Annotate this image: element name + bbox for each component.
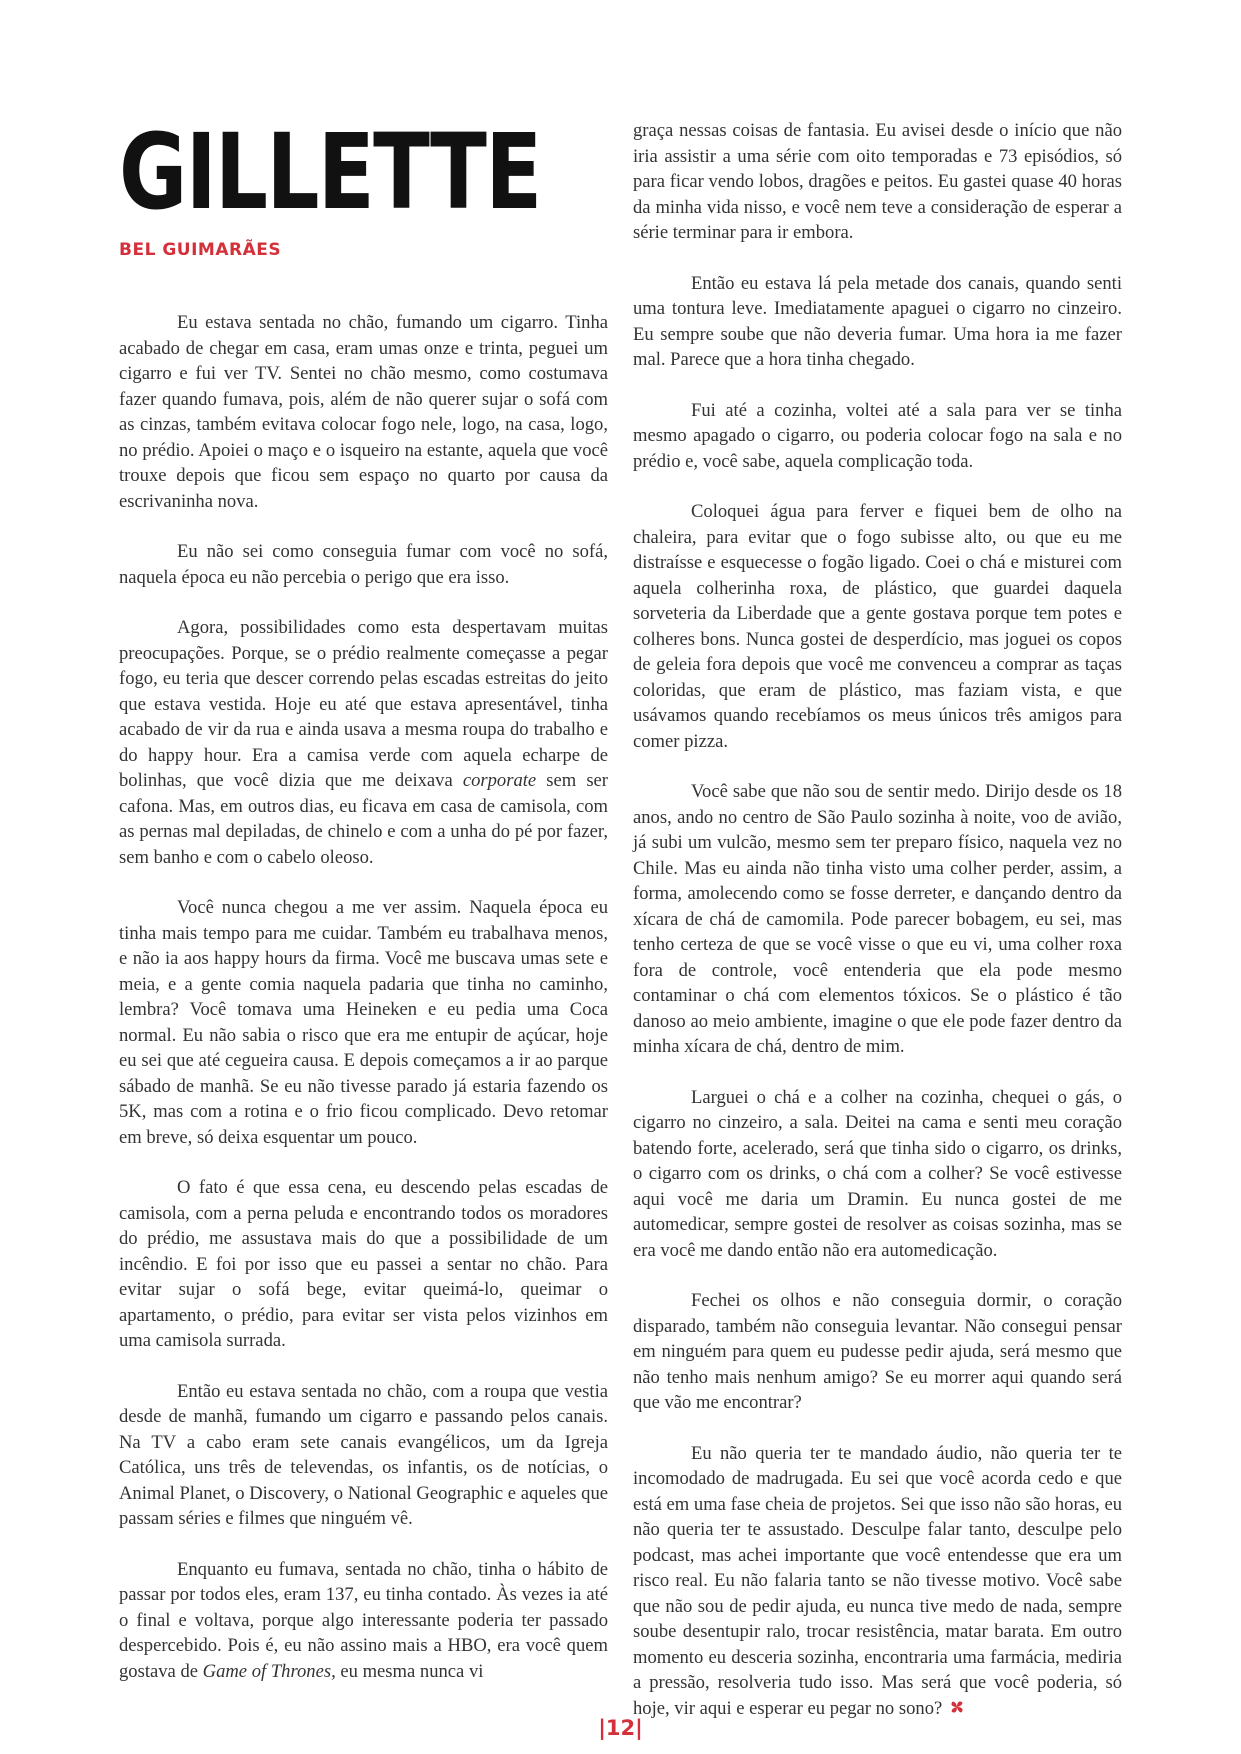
article-title: GILLETTE [119, 111, 541, 233]
paragraph: Eu não sei como conseguia fumar com você no sofá, naquela época eu não percebia o perigo que era isso. [119, 541, 608, 588]
page-number: |12| [598, 1716, 643, 1740]
text-span: Eu não queria ter te mandado áudio, não queria ter te incomodado de madrugada. Eu sei que você acorda cedo e que está em uma fase cheia de projetos. Sei que isso não são horas, eu não queria ter te assustado. Desculpe falar tanto, desculpe pelo podcast, mas achei importante que você entendesse que era um risco real. Eu não falaria tanto se não tivesse motivo. Você sabe que não sou de pedir ajuda, eu nunca tive medo de nada, sempre soube desentupir ralo, trocar resistência, matar barata. Em outro momento eu desceria sozinha, encontraria uma farmácia, mediria a pressão, resolveria tudo isso. Mas será que você poderia, só hoje, vir aqui e esperar eu pegar no sono? [633, 1442, 1122, 1719]
paragraph: O fato é que essa cena, eu descendo pelas escadas de camisola, com a perna peluda e encontrando todos os moradores do prédio, me assustava mais do que a possibilidade de um incêndio. E foi por isso que eu passei a sentar no chão. Para evitar sujar o sofá bege, evitar queimá-lo, queimar o apartamento, o prédio, para evitar ser vista pelos vizinhos em uma camisola surrada. [119, 1177, 608, 1351]
pinwheel-end-mark-icon [946, 1696, 968, 1718]
text-column-right [633, 118, 1122, 1746]
paragraph: Fechei os olhos e não conseguia dormir, o coração disparado, também não conseguia levantar. Não consegui pensar em ninguém para quem eu pudesse pedir ajuda, será mesmo que não tenho mais nenhum amigo? Se eu morrer aqui quando será que vão me encontrar? [633, 1290, 1122, 1413]
paragraph [119, 1557, 608, 1685]
author-name: BEL GUIMARÃES [119, 240, 282, 260]
paragraph: Fui até a cozinha, voltei até a sala para ver se tinha mesmo apagado o cigarro, ou poderia colocar fogo na sala e no prédio e, você sabe, aquela complicação toda. [633, 399, 1122, 472]
paragraph: Então eu estava sentada no chão, com a roupa que vestia desde de manhã, fumando um cigarro e passando pelos canais. Na TV a cabo eram sete canais evangélicos, um da Igreja Católica, uns três de televendas, os infantis, os de notícias, o Animal Planet, o Discovery, o National Geographic e aqueles que passam séries e filmes que ninguém vê. [119, 1380, 608, 1529]
paragraph: Você sabe que não sou de sentir medo. Dirijo desde os 18 anos, ando no centro de São Paulo sozinha à noite, voo de avião, já subi um vulcão, mesmo sem ter preparo físico, naquela vez no Chile. Mas eu ainda não tinha visto uma colher perder, assim, a forma, amolecendo como se fosse derreter, e dançando dentro da xícara de chá de camomila. Pode parecer bobagem, eu sei, mas tenho certeza de que se você visse o que eu vi, uma colher roxa fora de controle, você entenderia que ela pode mesmo contaminar o chá com elementos tóxicos. Se o plástico é tão danoso ao meio ambiente, imagine o que ele pode fazer dentro da minha xícara de chá, dentro de mim. [633, 781, 1122, 1057]
italic-title: Game of Thrones, [202, 1660, 336, 1682]
paragraph: Larguei o chá e a colher na cozinha, chequei o gás, o cigarro no cinzeiro, a sala. Deitei na cama e senti meu coração batendo forte, acelerado, será que tinha sido o cigarro, os drinks, o cigarro com os drinks, o chá com a colher? Se você estivesse aqui você me daria um Dramin. Eu nunca gostei de me automedicar, sempre gostei de resolver as coisas sozinha, mas se era você me dando então não era automedicação. [633, 1086, 1122, 1261]
paragraph: Eu estava sentada no chão, fumando um cigarro. Tinha acabado de chegar em casa, eram umas onze e trinta, peguei um cigarro e fui ver TV. Sentei no chão mesmo, como costumava fazer quando fumava, pois, além de não querer sujar o sofá com as cinzas, também evitava colocar fogo nele, logo, na casa, logo, no prédio. Apoiei o maço e o isqueiro na estante, aquela que você trouxe depois que ficou sem espaço no quarto por causa da escrivaninha nova. [119, 312, 608, 512]
text-column-left [119, 310, 608, 1709]
italic-term: corporate [462, 770, 537, 791]
paragraph [119, 615, 608, 870]
paragraph: Coloquei água para ferver e fiquei bem de olho na chaleira, para evitar que o fogo subisse alto, ou que eu me distraísse e esquecesse o fogão ligado. Coei o chá e misturei com aquela colherinha roxa, de plástico, que guardei daquela sorveteria da Liberdade que a gente gostava porque tem potes e colheres bons. Nunca gostei de desperdício, mas joguei os copos de geleia fora depois que você me convenceu a comprar as taças coloridas, que eram de plástico, mas faziam vista, e que usávamos quando recebíamos os meus únicos três amigos para comer pizza. [633, 501, 1122, 752]
paragraph: Então eu estava lá pela metade dos canais, quando senti uma tontura leve. Imediatamente apaguei o cigarro no cinzeiro. Eu sempre soube que não deveria fumar. Uma hora ia me fazer mal. Parece que a hora tinha chegado. [633, 272, 1122, 370]
text-span: eu mesma nunca vi [335, 1660, 484, 1682]
paragraph-continued: graça nessas coisas de fantasia. Eu avisei desde o início que não iria assistir a uma série com oito temporadas e 73 episódios, só para ficar vendo lobos, dragões e peitos. Eu gastei quase 40 horas da minha vida nisso, e você nem teve a consideração de esperar a série terminar para ir embora. [633, 120, 1122, 243]
paragraph-final [633, 1441, 1122, 1722]
text-span: Enquanto eu fumava, sentada no chão, tinha o hábito de passar por todos eles, eram 137, eu tinha contado. Às vezes ia até o final e voltava, porque algo interessante poderia ter passado despercebido. Pois é, eu não assino mais a HBO, era você quem gostava de [119, 1558, 608, 1682]
text-span: Agora, possibilidades como esta despertavam muitas preocupações. Porque, se o prédio realmente começasse a pegar fogo, eu teria que descer correndo pelas escadas estreitas do jeito que estava vestida. Hoje eu até que estava apresentável, tinha acabado de vir da rua e ainda usava a mesma roupa do trabalho e do happy hour. Era a camisa verde com aquela echarpe de bolinhas, que você dizia que me deixava [119, 617, 608, 791]
paragraph: Você nunca chegou a me ver assim. Naquela época eu tinha mais tempo para me cuidar. Também eu trabalhava menos, e não ia aos happy hours da firma. Você me buscava umas sete e meia, e a gente comia naquela padaria que tinha no caminho, lembra? Você tomava uma Heineken e eu pedia uma Coca normal. Eu não sabia o risco que era me entupir de açúcar, hoje eu sei que até cegueira causa. E depois começamos a ir ao parque sábado de manhã. Se eu não tivesse parado já estaria fazendo os 5K, mas com a rotina e o frio ficou complicado. Devo retomar em breve, só deixa esquentar um pouco. [119, 897, 608, 1148]
text-span: sem ser cafona. Mas, em outros dias, eu ficava em casa de camisola, com as pernas mal depiladas, de chinelo e com a unha do pé por fazer, sem banho e com o cabelo oleoso. [119, 770, 609, 868]
